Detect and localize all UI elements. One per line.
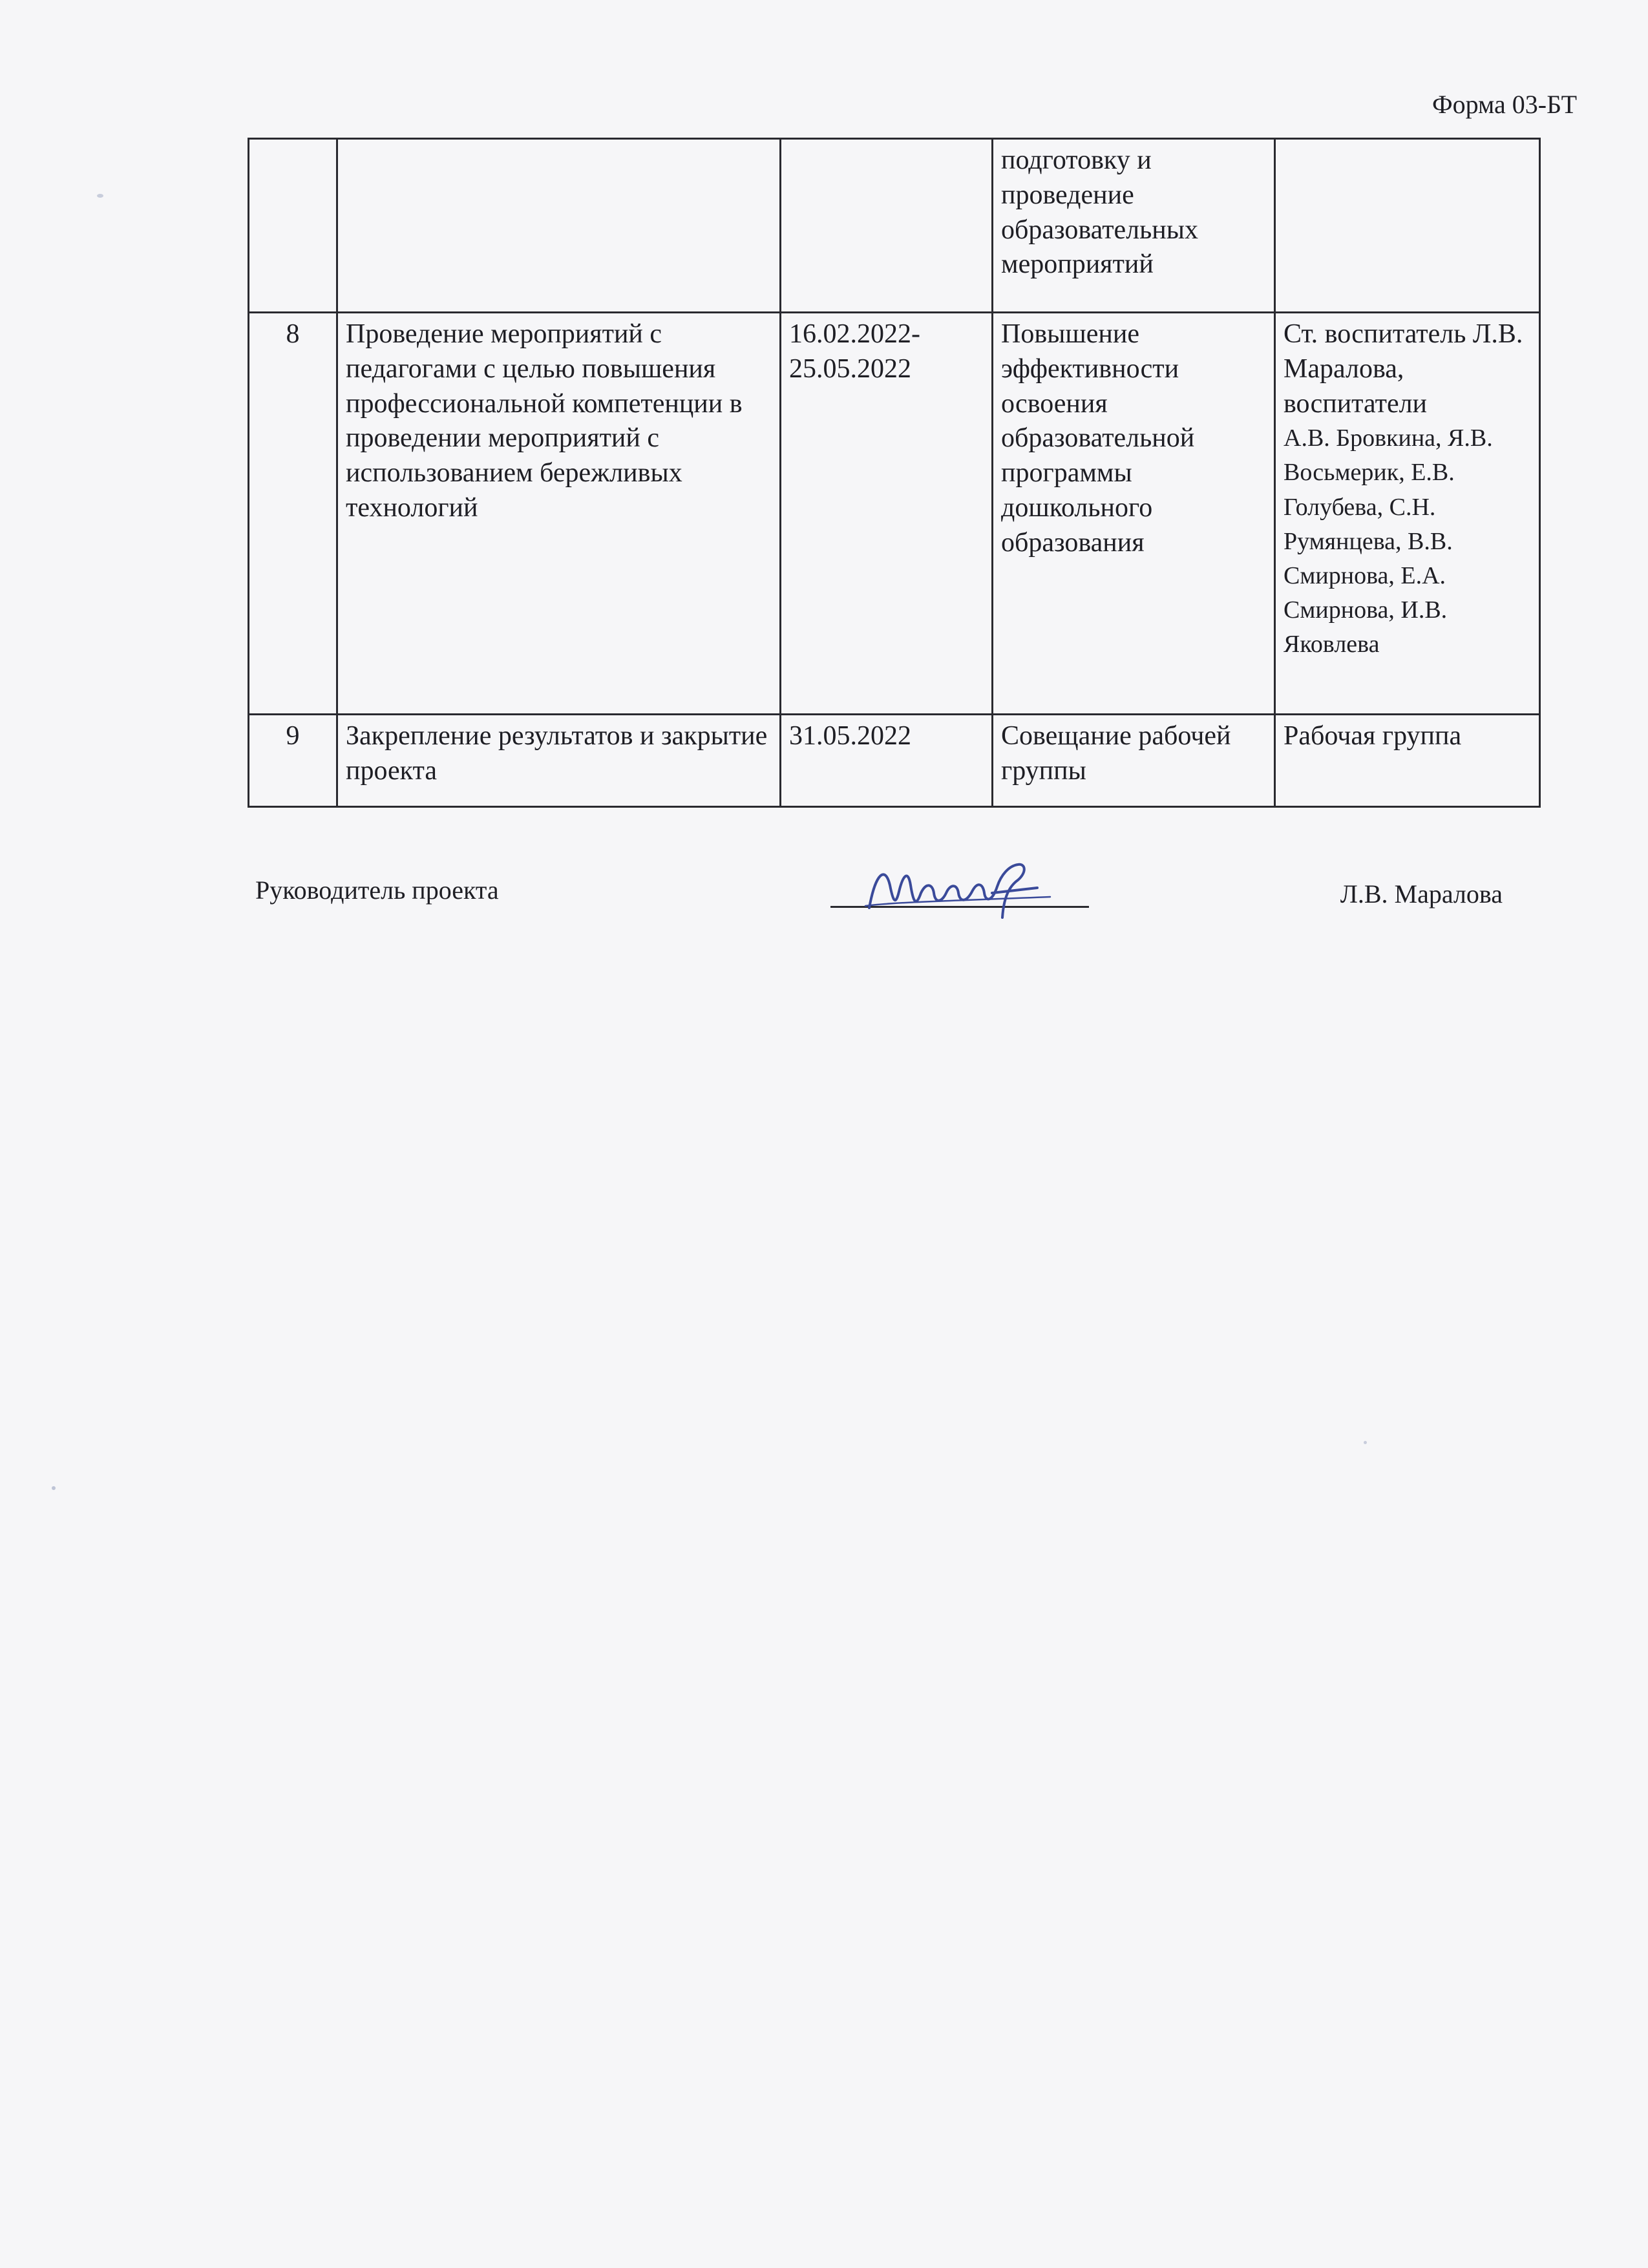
form-code: Форма 03-БТ xyxy=(1432,90,1577,119)
responsible-cell xyxy=(1275,313,1540,715)
responsible-cell xyxy=(1275,139,1540,313)
responsible-cell xyxy=(1275,715,1540,807)
result-cell: Повышение эффективности освоения образовательной программы дошкольного образования xyxy=(993,313,1275,715)
row-number xyxy=(249,139,337,313)
table-row xyxy=(249,715,1540,807)
signature-label: Руководитель проекта xyxy=(255,876,499,905)
signature-block xyxy=(255,866,1503,943)
dates-cell: 16.02.2022-25.05.2022 xyxy=(781,313,993,715)
scan-speck xyxy=(52,1486,56,1490)
responsible-text: Рабочая группа xyxy=(1284,721,1462,751)
project-plan-table xyxy=(248,138,1541,808)
row-number: 9 xyxy=(249,715,337,807)
dates-cell: 31.05.2022 xyxy=(781,715,993,807)
table-row xyxy=(249,139,1540,313)
responsible-names: А.В. Бровкина, Я.В. Восьмерик, Е.В. Голубева, С.Н. Румянцева, В.В. Смирнова, Е.А. Смирнова, И.В. Яковлева xyxy=(1284,425,1493,658)
scan-speck xyxy=(97,194,103,198)
scan-speck xyxy=(1364,1441,1367,1444)
activity-cell: Проведение мероприятий с педагогами с целью повышения профессиональной компетенции в проведении мероприятий с использованием бережливых технологий xyxy=(337,313,781,715)
result-cell: подготовку и проведение образовательных мероприятий xyxy=(993,139,1275,313)
row-number: 8 xyxy=(249,313,337,715)
dates-cell xyxy=(781,139,993,313)
activity-cell: Закрепление результатов и закрытие проекта xyxy=(337,715,781,807)
handwritten-signature xyxy=(856,846,1070,930)
responsible-text: Ст. воспитатель Л.В. Маралова, воспитатели xyxy=(1284,319,1523,419)
signatory-name: Л.В. Маралова xyxy=(1340,879,1503,908)
result-cell: Совещание рабочей группы xyxy=(993,715,1275,807)
table-row xyxy=(249,313,1540,715)
activity-cell xyxy=(337,139,781,313)
